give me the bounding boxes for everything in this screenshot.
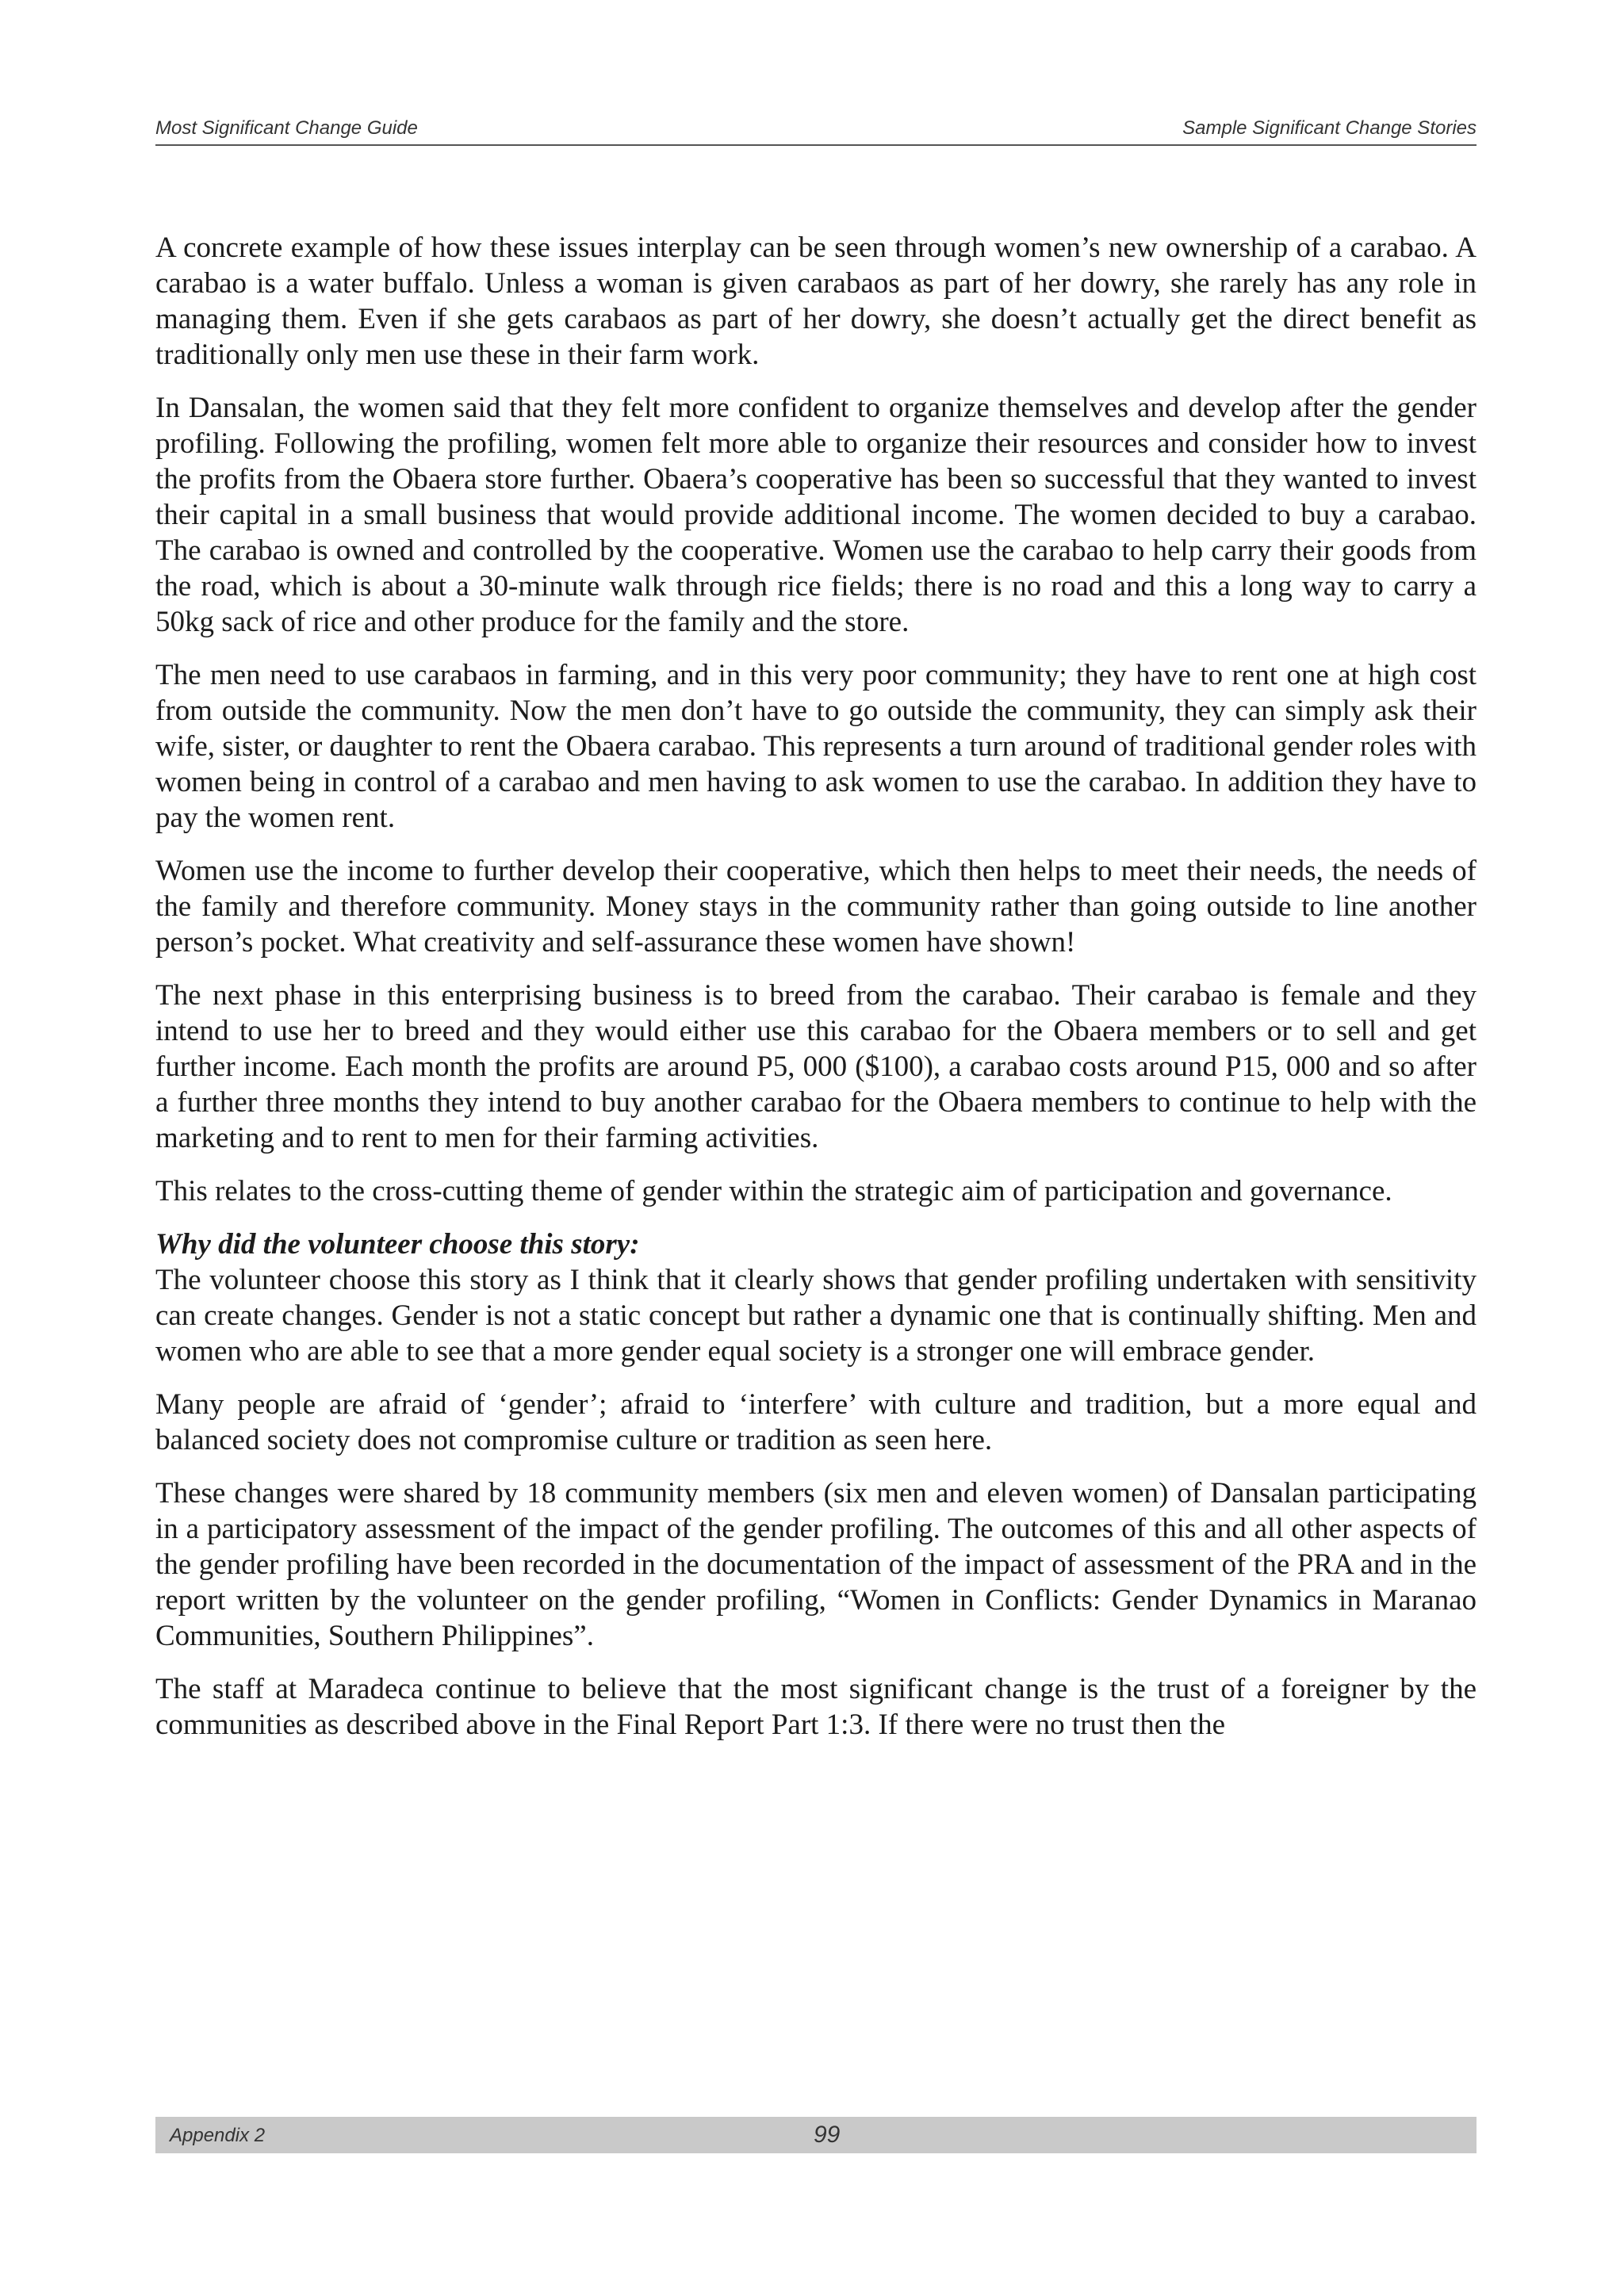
paragraph: In Dansalan, the women said that they felt more confident to organize themselves and develop after the gender profiling. Following the profiling, women felt more able to organize their resources and consider how to invest the profits from the Obaera store further. Obaera’s cooperative has been so successful that they wanted to invest their capital in a small business that would provide additional income. The women decided to buy a carabao. The carabao is owned and controlled by the cooperative. Women use the carabao to help carry their goods from the road, which is about a 30-minute walk through rice fields; there is no road and this a long way to carry a 50kg sack of rice and other produce for the family and the store. — [155, 392, 1477, 638]
paragraph: The men need to use carabaos in farming, and in this very poor community; they have to rent one at high cost from outside the community. Now the men don’t have to go outside the community, they can simply ask their wife, sister, or daughter to rent the Obaera carabao. This represents a turn around of traditional gender roles with women being in control of a carabao and men having to ask women to use the carabao. In addition they have to pay the women rent. — [155, 659, 1477, 834]
paragraph: The volunteer choose this story as I think that it clearly shows that gender profiling undertaken with sensitivity can create changes. Gender is not a static concept but rather a dynamic one that is continually shifting. Men and women who are able to see that a more gender equal society is a stronger one will embrace gender. — [155, 1264, 1477, 1368]
header-guide-title: Most Significant Change Guide — [155, 117, 418, 139]
paragraph: A concrete example of how these issues interplay can be seen through women’s new ownership of a carabao. A carabao is a water buffalo. Unless a woman is given carabaos as part of her dowry, she rarely has any role in managing them. Even if she gets carabaos as part of her dowry, she doesn’t actually get the direct benefit as traditionally only men use these in their farm work. — [155, 232, 1477, 371]
page-header — [155, 116, 1477, 146]
paragraph: The next phase in this enterprising business is to breed from the carabao. Their carabao is female and they intend to use her to breed and they would either use this carabao for the Obaera members or to sell and get further income. Each month the profits are around P5, 000 ($100), a carabao costs around P15, 000 and so after a further three months they intend to buy another carabao for the Obaera members to continue to help with the marketing and to rent to men for their farming activities. — [155, 979, 1477, 1154]
page-number: 99 — [814, 2122, 841, 2148]
footer-appendix-label: Appendix 2 — [170, 2125, 266, 2146]
paragraph: The staff at Maradeca continue to believe that the most significant change is the trust of a foreigner by the communities as described above in the Final Report Part 1:3. If there were no trust then the — [155, 1673, 1477, 1741]
body-text — [155, 230, 1477, 1760]
paragraph: This relates to the cross-cutting theme of gender within the strategic aim of participation and governance. — [155, 1175, 1392, 1207]
paragraph: Women use the income to further develop their cooperative, which then helps to meet their needs, the needs of the family and therefore community. Money stays in the community rather than going outside to line another person’s pocket. What creativity and self-assurance these women have shown! — [155, 855, 1477, 959]
subheading: Why did the volunteer choose this story: — [155, 1228, 640, 1261]
paragraph: Many people are afraid of ‘gender’; afraid to ‘interfere’ with culture and tradition, but a more equal and balanced society does not compromise culture or tradition as seen here. — [155, 1388, 1477, 1456]
header-section-title: Sample Significant Change Stories — [1182, 117, 1477, 139]
page-footer — [155, 2117, 1477, 2153]
paragraph: These changes were shared by 18 community members (six men and eleven women) of Dansalan participating in a participatory assessment of the impact of the gender profiling. The outcomes of this and all other aspects of the gender profiling have been recorded in the documentation of the impact of assessment of the PRA and in the report written by the volunteer on the gender profiling, “Women in Conflicts: Gender Dynamics in Maranao Communities, Southern Philippines”. — [155, 1477, 1477, 1652]
